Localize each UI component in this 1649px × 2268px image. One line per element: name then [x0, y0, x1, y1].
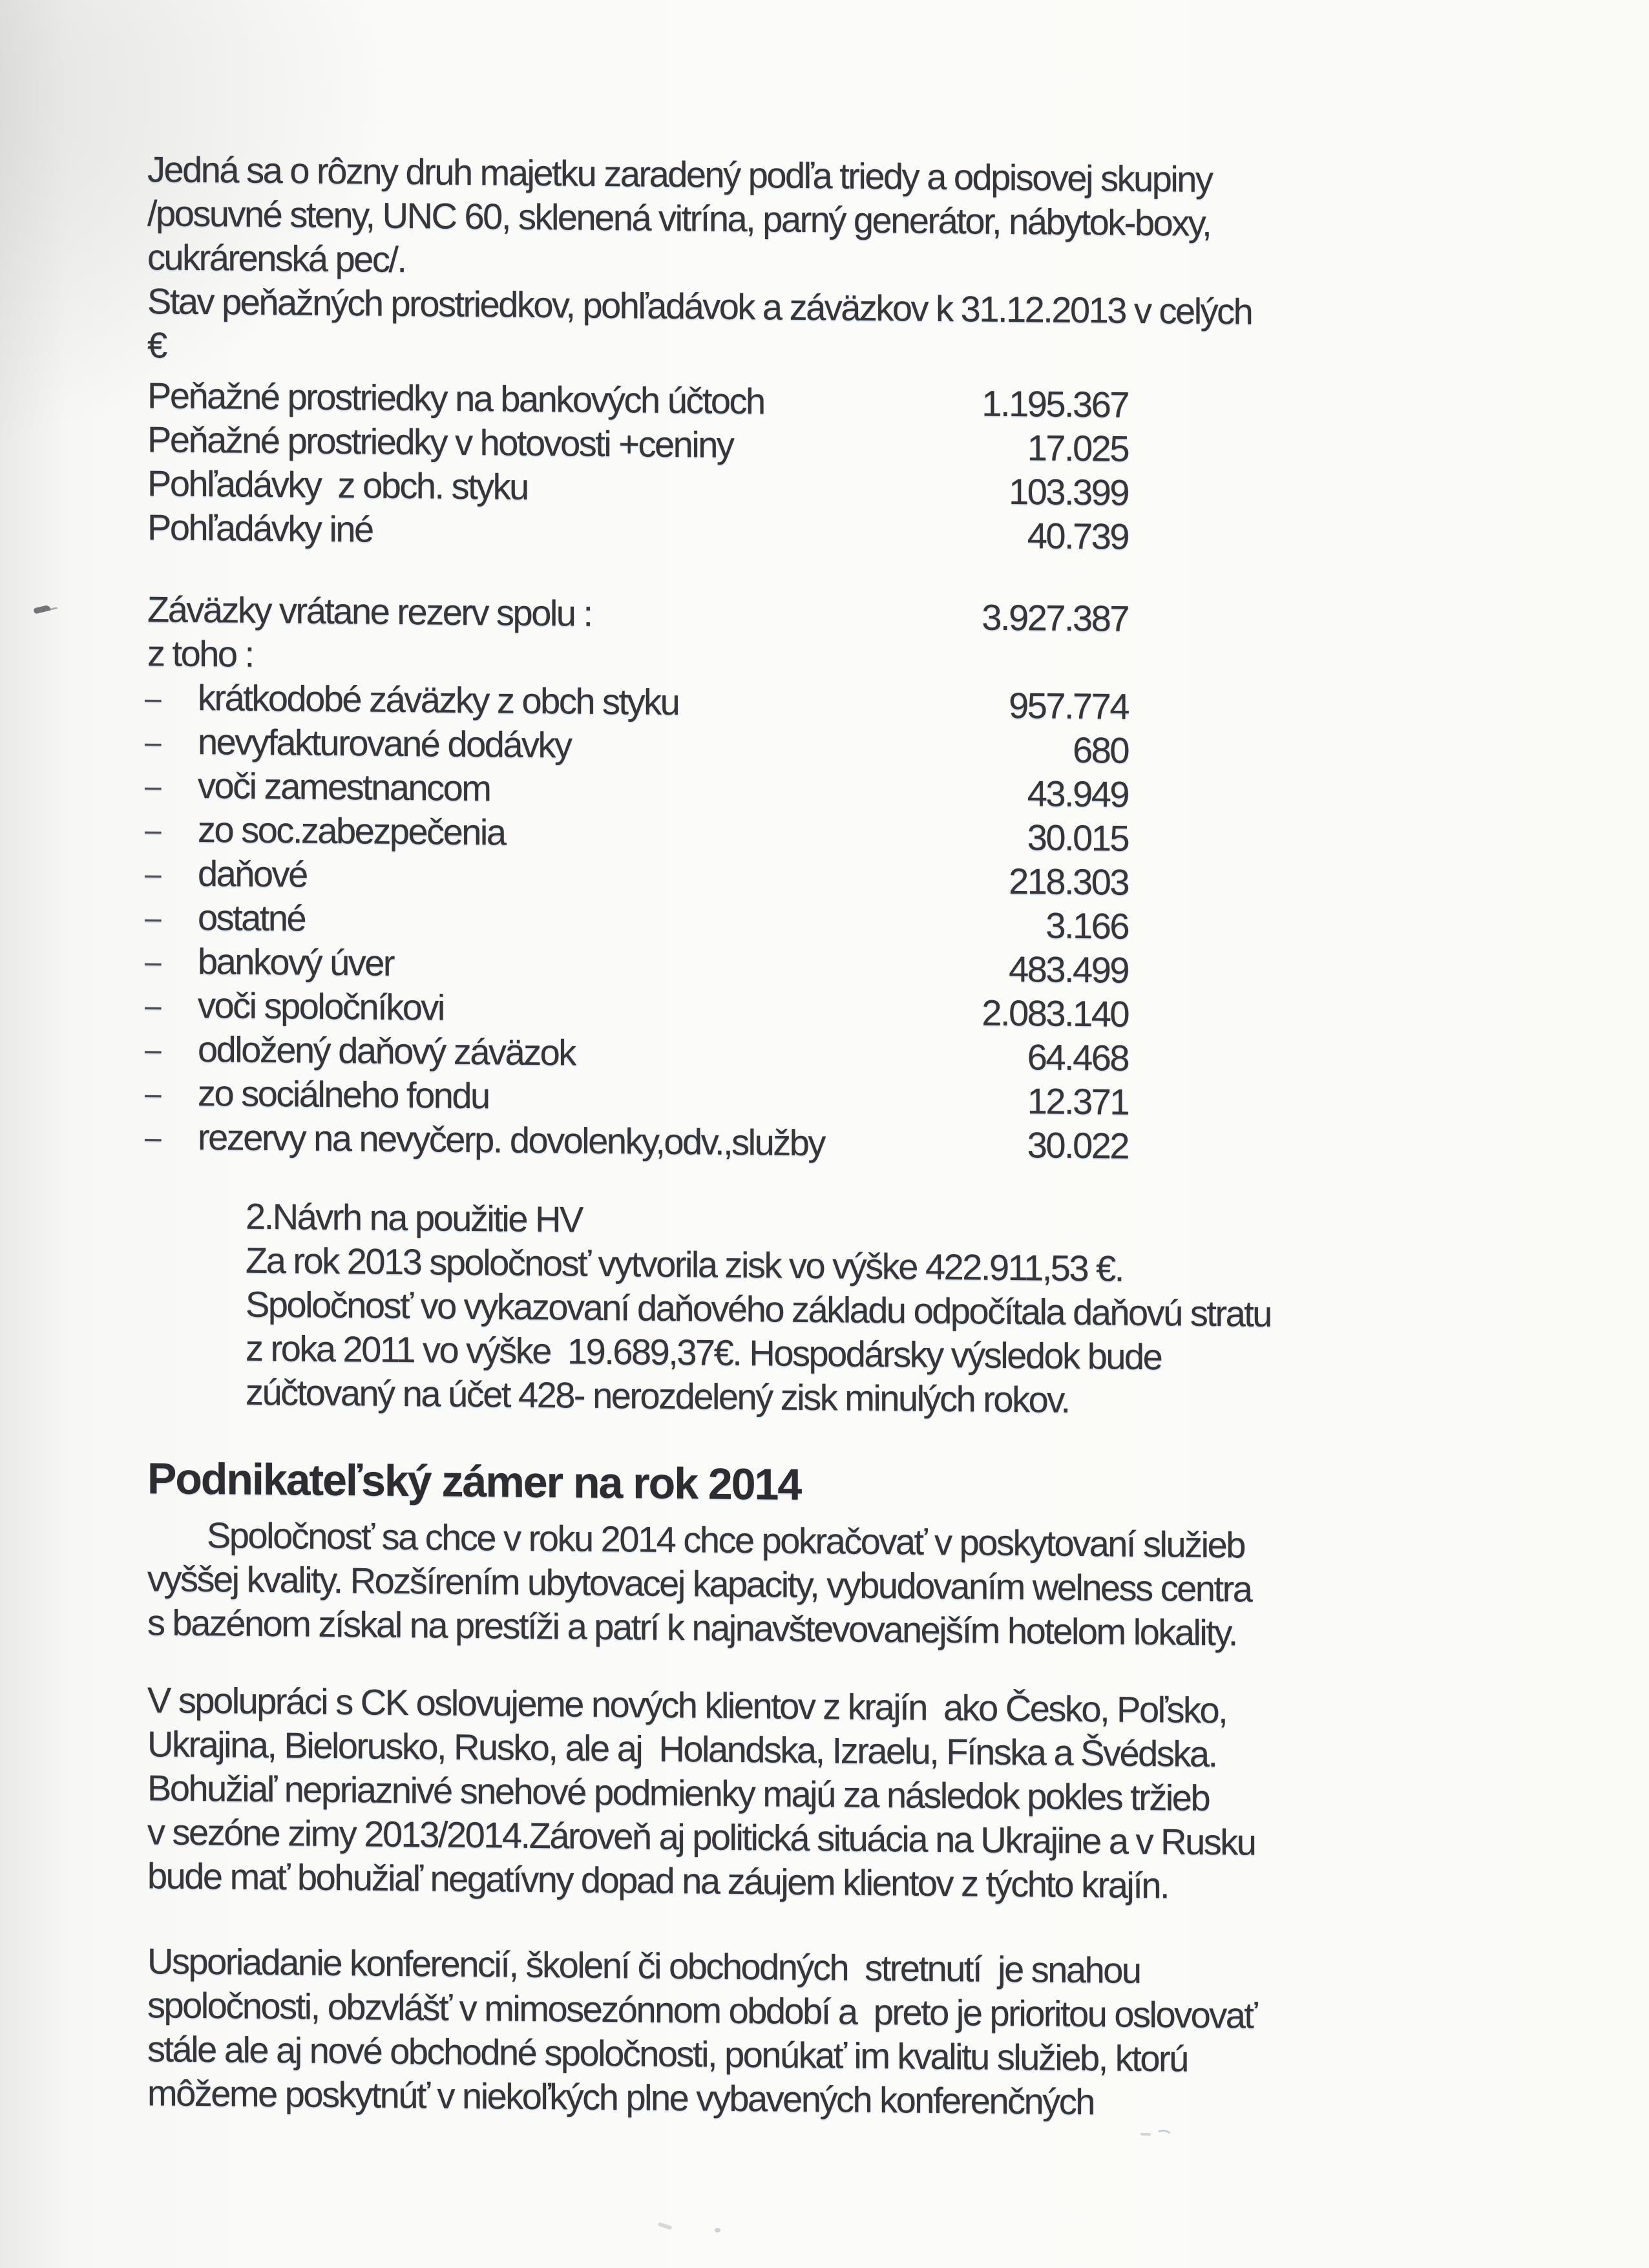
text-line: môžeme poskytnúť v niekoľkých plne vybavených konferenčných [147, 2072, 1094, 2123]
row-label: Peňažné prostriedky v hotovosti +ceniny [147, 419, 733, 465]
paragraph-business-plan-1 [147, 1513, 1251, 1655]
row-label: – daňové [145, 852, 307, 895]
text-line: Ukrajina, Bielorusko, Rusko, ale aj Holandska, Izraelu, Fínska a Švédska. [147, 1723, 1217, 1775]
row-value: 957.774 [1009, 684, 1128, 727]
row-value: 64.468 [1027, 1036, 1128, 1078]
paragraph-intro [147, 147, 1252, 377]
row-value: 103.399 [1009, 470, 1128, 513]
paragraph-profit-proposal [246, 1195, 1271, 1424]
dash-bullet-icon: – [145, 725, 162, 759]
text-line: stále ale aj nové obchodné spoločnosti, ponúkať im kvalitu služieb, ktorú [147, 2028, 1188, 2079]
euro-symbol-line: € [147, 324, 166, 366]
row-label: – rezervy na nevyčerp. dovolenky,odv.,služby [145, 1116, 824, 1164]
row-value: 1.195.367 [982, 383, 1128, 425]
row-value: 483.499 [1009, 948, 1128, 991]
text-line: Spoločnosť sa chce v roku 2014 chce pokračovať v poskytovaní služieb [207, 1515, 1245, 1566]
dash-bullet-icon: – [145, 1120, 162, 1155]
row-value: 218.303 [1009, 860, 1128, 903]
text-line: z roka 2011 vo výške 19.689,37€. Hospodársky výsledok bude [246, 1327, 1162, 1378]
row-value: 30.022 [1027, 1124, 1128, 1166]
dash-bullet-icon: – [145, 1076, 162, 1111]
row-label: Pohľadávky z obch. styku [147, 463, 528, 507]
dash-bullet-icon: – [145, 945, 162, 979]
row-value: 680 [1073, 729, 1128, 771]
text-line: Za rok 2013 spoločnosť vytvorila zisk vo výške 422.911,53 €. [246, 1239, 1123, 1289]
row-value: 17.025 [1027, 427, 1128, 469]
row-value: 3.166 [1045, 905, 1128, 947]
paragraph-business-plan-2 [147, 1678, 1255, 1908]
row-label: – zo sociálneho fondu [145, 1072, 489, 1117]
row-label: Záväzky vrátane rezerv spolu : [147, 589, 592, 634]
dash-bullet-icon: – [145, 989, 162, 1023]
row-value: 2.083.140 [982, 992, 1128, 1034]
text-line: bude mať bohužiaľ negatívny dopad na záujem klientov z týchto krajín. [147, 1855, 1169, 1906]
dash-bullet-icon: – [145, 681, 162, 715]
financial-row [147, 505, 1128, 559]
paragraph-business-plan-3 [147, 1939, 1256, 2125]
financial-row [147, 1115, 1128, 1168]
row-value: 3.927.387 [982, 596, 1128, 639]
row-value: 30.015 [1027, 817, 1128, 859]
text-line: 2.Návrh na použitie HV [246, 1195, 582, 1240]
row-label: – nevyfakturované dodávky [145, 720, 571, 766]
row-label: z toho : [147, 633, 253, 675]
text-line: Stav peňažných prostriedkov, pohľadávok a záväzkov k 31.12.2013 v celých [147, 280, 1252, 332]
section-heading: Podnikateľský zámer na rok 2014 [147, 1454, 801, 1509]
row-label: – voči zamestnancom [145, 764, 490, 809]
row-label: – bankový úver [145, 940, 394, 983]
text-line: v sezóne zimy 2013/2014.Zároveň aj politická situácia na Ukrajine a v Rusku [147, 1811, 1255, 1863]
dash-bullet-icon: – [145, 813, 162, 847]
scan-speck [33, 605, 50, 614]
row-value: 40.739 [1027, 515, 1128, 557]
row-label: Peňažné prostriedky na bankových účtoch [147, 375, 764, 422]
dash-bullet-icon: – [145, 1033, 162, 1067]
row-label: – voči spoločníkovi [145, 984, 444, 1028]
dash-bullet-icon: – [145, 769, 162, 803]
text-line: /posuvné steny, UNC 60, sklenená vitrína, parný generátor, nábytok-boxy, [147, 193, 1211, 244]
text-line: cukrárenská pec/. [147, 236, 406, 280]
text-line: s bazénom získal na prestíži a patrí k najnavštevovanejším hotelom lokality. [147, 1602, 1237, 1654]
row-label: – ostatné [145, 896, 306, 939]
row-value: 12.371 [1027, 1080, 1128, 1122]
row-label: Pohľadávky iné [147, 507, 373, 550]
dash-bullet-icon: – [145, 857, 162, 891]
text-line: Bohužiaľ nepriaznivé snehové podmienky majú za následok pokles tržieb [147, 1767, 1210, 1818]
row-value: 43.949 [1027, 773, 1128, 815]
row-label: – zo soc.zabezpečenia [145, 808, 505, 853]
text-line: spoločnosti, obzvlášť v mimosezónnom období a preto je prioritou oslovovať [147, 1984, 1256, 2036]
text-line: Spoločnosť vo vykazovaní daňového základu odpočítala daňovú stratu [246, 1283, 1271, 1334]
text-line: V spolupráci s CK oslovujeme nových klientov z krajín ako Česko, Poľsko, [147, 1679, 1227, 1731]
text-line: vyššej kvality. Rozšírením ubytovacej kapacity, vybudovaním welness centra [147, 1558, 1252, 1610]
text-line: Jedná sa o rôzny druh majetku zaradený podľa triedy a odpisovej skupiny [147, 149, 1212, 200]
row-label: – odložený daňový záväzok [145, 1028, 575, 1073]
text-line: zúčtovaný na účet 428- nerozdelený zisk minulých rokov. [246, 1371, 1069, 1420]
text-line: Usporiadanie konferencií, školení či obchodných stretnutí je snahou [147, 1940, 1140, 1991]
dash-bullet-icon: – [145, 901, 162, 935]
scan-speck [715, 2228, 720, 2232]
row-label: – krátkodobé záväzky z obch styku [145, 677, 679, 723]
